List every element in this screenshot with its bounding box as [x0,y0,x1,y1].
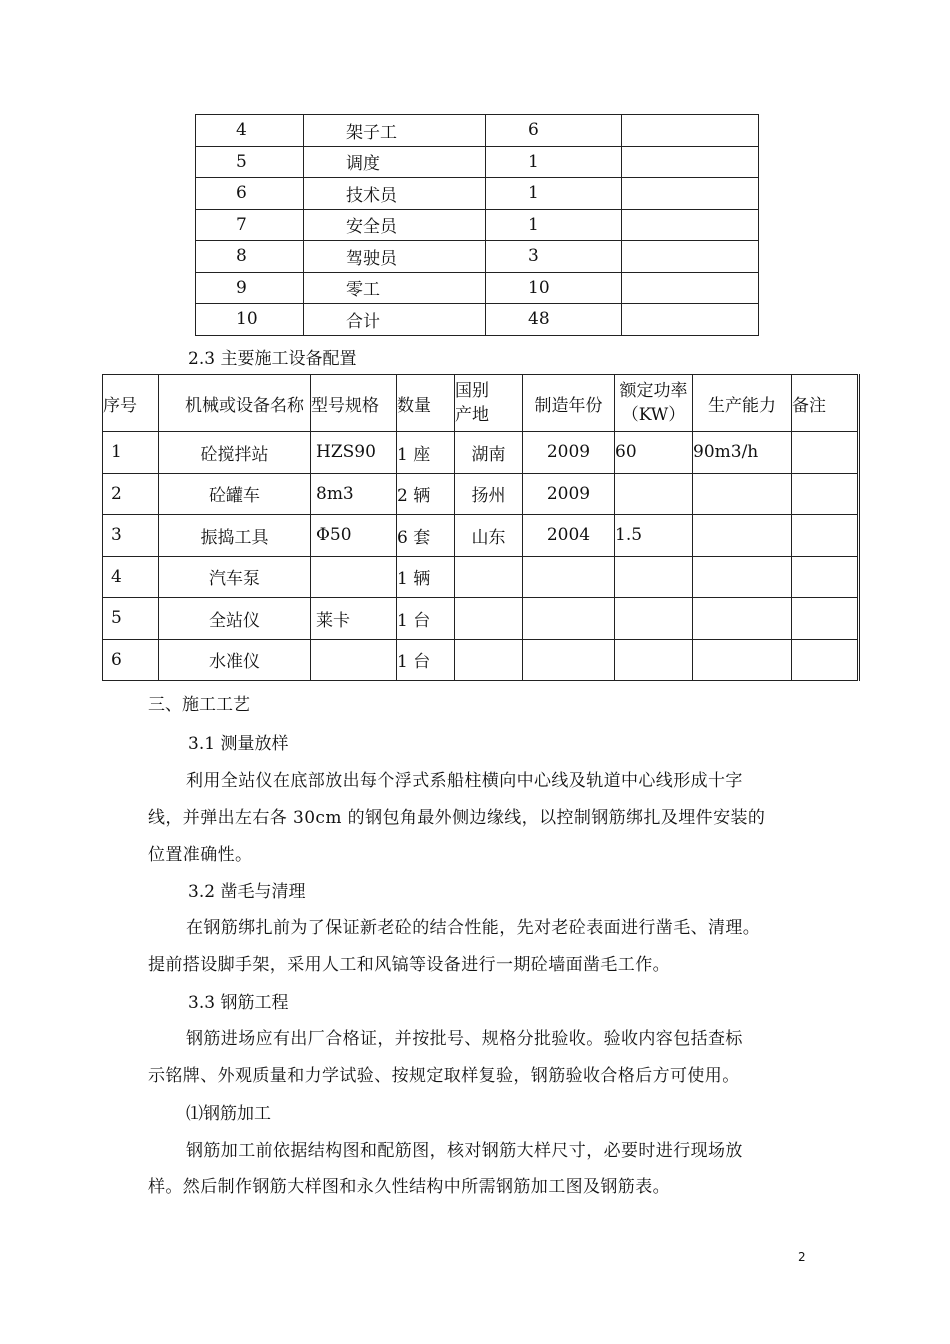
equipment-cell: 山东 [455,515,523,557]
staff-cell: 零工 [304,272,486,304]
equipment-cell: 湖南 [455,432,523,474]
staff-cell: 6 [486,115,622,147]
para-3-3-line-1: 钢筋进场应有出厂合格证，并按批号、规格分批验收。验收内容包括查标 [186,1029,743,1049]
equipment-cell: 1 座 [397,432,455,474]
equipment-cell [455,556,523,598]
staff-cell [622,304,759,336]
equipment-cell [693,515,792,557]
staff-cell: 10 [486,272,622,304]
para-3-2-line-1: 在钢筋绑扎前为了保证新老砼的结合性能，先对老砼表面进行凿毛、清理。 [186,918,761,938]
header-cell-model: 型号规格 [311,375,397,432]
staff-cell: 1 [486,178,622,210]
equipment-cell: 1.5 [615,515,693,557]
equipment-table-row [103,515,859,557]
staff-cell: 安全员 [304,209,486,241]
staff-table-row [196,115,759,147]
staff-cell: 6 [196,178,304,210]
staff-cell: 驾驶员 [304,241,486,273]
equipment-cell [792,639,859,681]
equipment-cell [792,598,859,640]
staff-cell: 48 [486,304,622,336]
equipment-cell: 2009 [523,473,615,515]
header-cell-quantity: 数量 [397,375,455,432]
staff-table [195,114,759,336]
equipment-cell [693,556,792,598]
equipment-cell: 8m3 [311,473,397,515]
staff-cell [622,146,759,178]
equipment-cell [523,598,615,640]
equipment-cell: 全站仪 [159,598,311,640]
header-cell-power [615,375,693,432]
header-country-label: 国别 [455,381,489,401]
staff-cell: 1 [486,209,622,241]
equipment-table-row [103,639,859,681]
equipment-cell: 90m3/h [693,432,792,474]
staff-cell: 9 [196,272,304,304]
equipment-cell [615,639,693,681]
equipment-cell: 6 套 [397,515,455,557]
section-3-heading: 三、施工工艺 [148,695,250,715]
equipment-cell: 2004 [523,515,615,557]
para-3-1-line-1: 利用全站仪在底部放出每个浮式系船柱横向中心线及轨道中心线形成十字 [186,771,743,791]
para-sub-1-line-2: 样。然后制作钢筋大样图和永久性结构中所需钢筋加工图及钢筋表。 [148,1177,670,1197]
section-2-3-heading: 2.3 主要施工设备配置 [188,349,357,369]
equipment-cell: 3 [103,515,159,557]
equipment-cell [455,598,523,640]
equipment-cell: 1 台 [397,639,455,681]
staff-table-row [196,146,759,178]
staff-cell [622,178,759,210]
equipment-cell: 砼搅拌站 [159,432,311,474]
staff-cell: 技术员 [304,178,486,210]
header-cell-remark: 备注 [792,375,859,432]
equipment-cell [523,639,615,681]
page-number: 2 [798,1250,806,1264]
equipment-cell [792,432,859,474]
equipment-cell [615,473,693,515]
header-cell-capacity: 生产能力 [693,375,792,432]
staff-table-row [196,304,759,336]
staff-cell: 1 [486,146,622,178]
staff-cell: 8 [196,241,304,273]
equipment-cell [523,556,615,598]
equipment-cell: 1 台 [397,598,455,640]
staff-cell: 5 [196,146,304,178]
equipment-table-row [103,556,859,598]
equipment-cell: 1 [103,432,159,474]
header-cell-name: 机械或设备名称 [159,375,311,432]
equipment-cell [311,639,397,681]
equipment-cell: 60 [615,432,693,474]
equipment-cell [693,473,792,515]
staff-cell: 调度 [304,146,486,178]
header-power-label: 额定功率 [619,381,688,401]
equipment-table [102,374,860,681]
equipment-table-row [103,432,859,474]
para-3-3-line-2: 示铭牌、外观质量和力学试验、按规定取样复验，钢筋验收合格后方可使用。 [148,1066,740,1086]
equipment-table-row [103,598,859,640]
equipment-cell: 1 辆 [397,556,455,598]
equipment-table-row [103,473,859,515]
equipment-cell: HZS90 [311,432,397,474]
equipment-cell: 水准仪 [159,639,311,681]
equipment-cell: 汽车泵 [159,556,311,598]
equipment-cell [792,473,859,515]
equipment-cell: 4 [103,556,159,598]
header-cell-origin [455,375,523,432]
staff-cell: 合计 [304,304,486,336]
equipment-table-header-row [103,375,859,432]
equipment-cell: 6 [103,639,159,681]
para-3-2-line-2: 提前搭设脚手架，采用人工和风镐等设备进行一期砼墙面凿毛工作。 [148,955,670,975]
header-origin-label: 产地 [455,405,489,425]
staff-cell [622,272,759,304]
equipment-cell [693,639,792,681]
subsection-1-heading: ⑴钢筋加工 [186,1104,271,1124]
staff-cell [622,241,759,273]
equipment-cell: Φ50 [311,515,397,557]
staff-cell [622,209,759,241]
staff-cell: 3 [486,241,622,273]
para-sub-1-line-1: 钢筋加工前依据结构图和配筋图，核对钢筋大样尺寸，必要时进行现场放 [186,1141,743,1161]
staff-table-row [196,178,759,210]
equipment-cell [792,515,859,557]
equipment-cell [792,556,859,598]
equipment-cell [311,556,397,598]
staff-cell: 架子工 [304,115,486,147]
staff-cell: 7 [196,209,304,241]
section-3-3-heading: 3.3 钢筋工程 [188,993,289,1013]
equipment-cell: 振捣工具 [159,515,311,557]
section-3-1-heading: 3.1 测量放样 [188,734,289,754]
equipment-cell: 扬州 [455,473,523,515]
staff-table-row [196,241,759,273]
para-3-1-line-3: 位置准确性。 [148,845,253,865]
staff-table-row [196,272,759,304]
equipment-cell [693,598,792,640]
equipment-cell: 5 [103,598,159,640]
equipment-cell: 2009 [523,432,615,474]
equipment-cell [615,556,693,598]
equipment-cell: 砼罐车 [159,473,311,515]
equipment-cell: 2 辆 [397,473,455,515]
staff-cell [622,115,759,147]
para-3-1-line-2: 线，并弹出左右各 30cm 的钢包角最外侧边缘线，以控制钢筋绑扎及埋件安装的 [148,808,766,828]
staff-table-row [196,209,759,241]
staff-cell: 10 [196,304,304,336]
header-cell-index: 序号 [103,375,159,432]
equipment-cell: 2 [103,473,159,515]
equipment-cell [615,598,693,640]
section-3-2-heading: 3.2 凿毛与清理 [188,882,306,902]
header-cell-year: 制造年份 [523,375,615,432]
header-power-unit: （KW） [621,405,686,425]
equipment-cell [455,639,523,681]
staff-cell: 4 [196,115,304,147]
equipment-cell: 莱卡 [311,598,397,640]
